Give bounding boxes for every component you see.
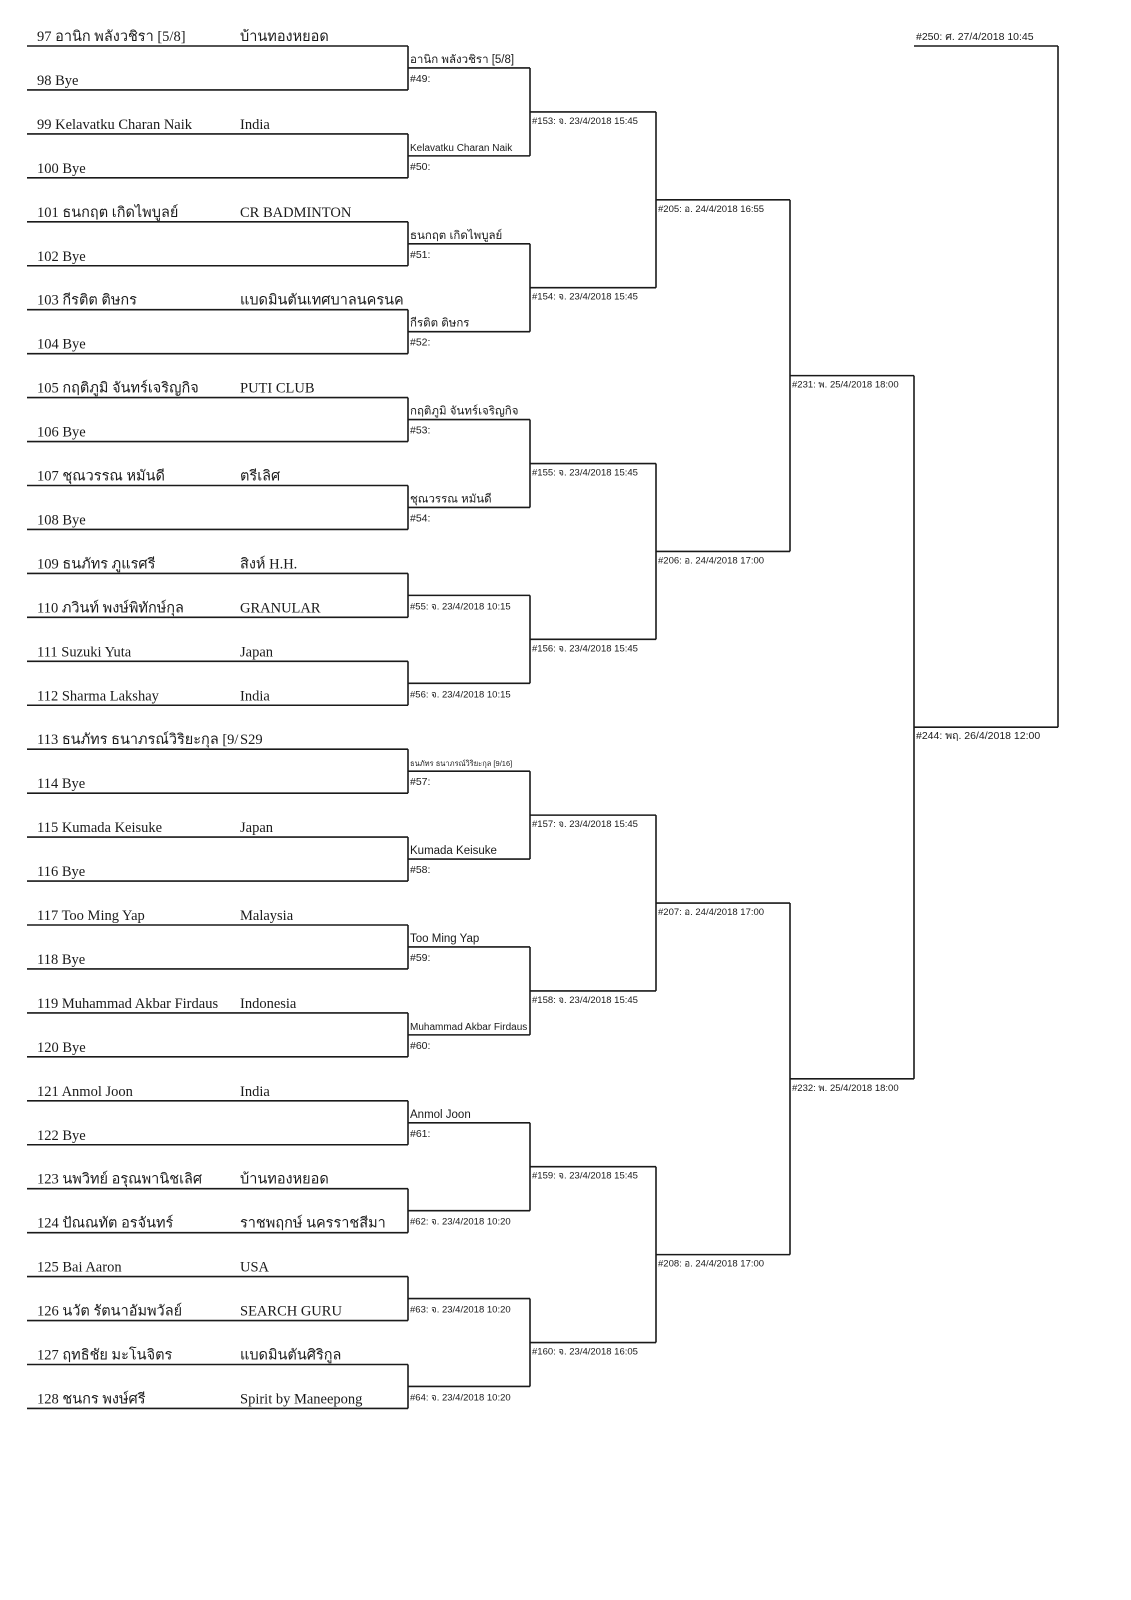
match-label: #62: จ. 23/4/2018 10:20 <box>410 1216 511 1228</box>
match-label: #61: <box>410 1127 431 1140</box>
match-label: #157: จ. 23/4/2018 15:45 <box>532 819 638 831</box>
player-name: 119 Muhammad Akbar Firdaus <box>37 995 219 1012</box>
player-club: GRANULAR <box>240 600 321 617</box>
match-label: #206: อ. 24/4/2018 17:00 <box>658 555 765 567</box>
player-club: Japan <box>240 644 274 661</box>
player-club: India <box>240 688 270 705</box>
player-name: 121 Anmol Joon <box>37 1083 133 1100</box>
player-name: 126 นวัต รัตนาอัมพวัลย์ <box>37 1303 183 1320</box>
player-club: PUTI CLUB <box>240 380 315 397</box>
player-club: SEARCH GURU <box>240 1303 342 1320</box>
player-name: 105 กฤติภูมิ จันทร์เจริญกิจ <box>37 380 199 397</box>
match-winner: Kelavatku Charan Naik <box>410 142 513 154</box>
match-winner: ชุณวรรณ หมันดี <box>410 493 492 506</box>
player-club: Malaysia <box>240 908 294 924</box>
player-club: Spirit by Maneepong <box>240 1391 363 1408</box>
player-name: 98 Bye <box>37 72 79 89</box>
match-winner: ธนกฤต เกิดไพบูลย์ <box>410 229 503 242</box>
match-winner: Muhammad Akbar Firdaus <box>410 1021 528 1033</box>
match-label: #54: <box>410 512 431 525</box>
match-winner: Kumada Keisuke <box>410 845 497 858</box>
final-label: #250: ศ. 27/4/2018 10:45 <box>916 31 1034 43</box>
player-name: 109 ธนภัทร ภูแรศรี <box>37 556 156 573</box>
player-name: 107 ชุณวรรณ หมันดี <box>37 468 165 485</box>
player-name: 124 ปัณณทัต อรจันทร์ <box>37 1215 174 1232</box>
match-label: #52: <box>410 336 431 349</box>
player-club: USA <box>240 1259 270 1276</box>
match-label: #244: พฤ. 26/4/2018 12:00 <box>916 730 1041 743</box>
match-label: #49: <box>410 72 431 85</box>
player-name: 127 ฤทธิชัย มะโนจิตร <box>37 1347 173 1364</box>
match-label: #55: จ. 23/4/2018 10:15 <box>410 601 511 613</box>
player-name: 102 Bye <box>37 248 86 265</box>
player-name: 104 Bye <box>37 336 86 353</box>
player-name: 113 ธนภัทร ธนาภรณ์วิริยะกุล [9/ <box>37 732 239 749</box>
match-label: #153: จ. 23/4/2018 15:45 <box>532 115 638 127</box>
match-label: #207: อ. 24/4/2018 17:00 <box>658 907 765 919</box>
player-club: บ้านทองหยอด <box>240 1171 329 1188</box>
match-label: #156: จ. 23/4/2018 15:45 <box>532 643 638 655</box>
player-name: 120 Bye <box>37 1039 86 1056</box>
match-label: #59: <box>410 951 431 964</box>
player-club: Indonesia <box>240 995 297 1012</box>
match-winner: กฤติภูมิ จันทร์เจริญกิจ <box>410 405 519 418</box>
player-name: 101 ธนกฤต เกิดไพบูลย์ <box>37 204 179 221</box>
player-club: India <box>240 1083 270 1100</box>
match-label: #50: <box>410 160 431 173</box>
player-club: S29 <box>240 732 263 749</box>
player-name: 114 Bye <box>37 776 86 793</box>
match-label: #159: จ. 23/4/2018 15:45 <box>532 1170 638 1182</box>
player-name: 115 Kumada Keisuke <box>37 820 163 837</box>
match-winner: กีรติต ติษกร <box>410 317 470 330</box>
match-winner: Too Ming Yap <box>410 932 480 945</box>
match-label: #232: พ. 25/4/2018 18:00 <box>792 1082 899 1094</box>
player-club: แบดมินตันเทศบาลนครนค <box>240 292 404 309</box>
player-name: 125 Bai Aaron <box>37 1259 122 1276</box>
match-label: #158: จ. 23/4/2018 15:45 <box>532 994 638 1006</box>
match-label: #155: จ. 23/4/2018 15:45 <box>532 467 638 479</box>
player-club: Japan <box>240 820 274 837</box>
player-club: India <box>240 116 270 133</box>
player-name: 128 ชนกร พงษ์ศรี <box>37 1391 146 1408</box>
match-label: #57: <box>410 776 431 789</box>
player-name: 122 Bye <box>37 1127 86 1144</box>
player-club: CR BADMINTON <box>240 204 352 221</box>
match-label: #53: <box>410 424 431 437</box>
player-name: 106 Bye <box>37 424 86 441</box>
match-winner: ธนภัทร ธนาภรณ์วิริยะกุล [9/16] <box>410 759 513 769</box>
player-name: 111 Suzuki Yuta <box>37 644 132 661</box>
match-label: #154: จ. 23/4/2018 15:45 <box>532 291 638 303</box>
player-club: สิงห์ H.H. <box>240 556 298 573</box>
player-name: 99 Kelavatku Charan Naik <box>37 116 193 133</box>
match-label: #208: อ. 24/4/2018 17:00 <box>658 1258 765 1270</box>
player-name: 112 Sharma Lakshay <box>37 688 159 705</box>
match-label: #231: พ. 25/4/2018 18:00 <box>792 379 899 391</box>
player-club: แบดมินตันศิริกูล <box>240 1347 342 1364</box>
match-label: #160: จ. 23/4/2018 16:05 <box>532 1346 638 1358</box>
match-label: #64: จ. 23/4/2018 10:20 <box>410 1392 511 1404</box>
match-label: #60: <box>410 1039 431 1052</box>
player-club: ตรีเลิศ <box>240 468 281 485</box>
match-winner: Anmol Joon <box>410 1108 471 1121</box>
player-name: 110 ภวินท์ พงษ์พิทักษ์กุล <box>37 600 184 617</box>
player-name: 118 Bye <box>37 951 86 968</box>
match-label: #58: <box>410 864 431 877</box>
player-club: ราชพฤกษ์ นครราชสีมา <box>240 1215 386 1232</box>
player-name: 97 อานิก พลังวชิรา [5/8] <box>37 29 186 45</box>
player-club: บ้านทองหยอด <box>240 29 329 45</box>
player-name: 117 Too Ming Yap <box>37 908 145 924</box>
player-name: 100 Bye <box>37 160 86 177</box>
match-label: #56: จ. 23/4/2018 10:15 <box>410 689 511 701</box>
match-winner: อานิก พลังวชิรา [5/8] <box>410 53 515 66</box>
player-name: 108 Bye <box>37 512 86 529</box>
match-label: #51: <box>410 248 431 261</box>
player-name: 123 นพวิทย์ อรุณพานิชเลิศ <box>37 1171 203 1188</box>
match-label: #63: จ. 23/4/2018 10:20 <box>410 1304 511 1316</box>
player-name: 116 Bye <box>37 864 86 881</box>
player-name: 103 กีรติต ติษกร <box>37 292 137 309</box>
match-label: #205: อ. 24/4/2018 16:55 <box>658 203 765 215</box>
